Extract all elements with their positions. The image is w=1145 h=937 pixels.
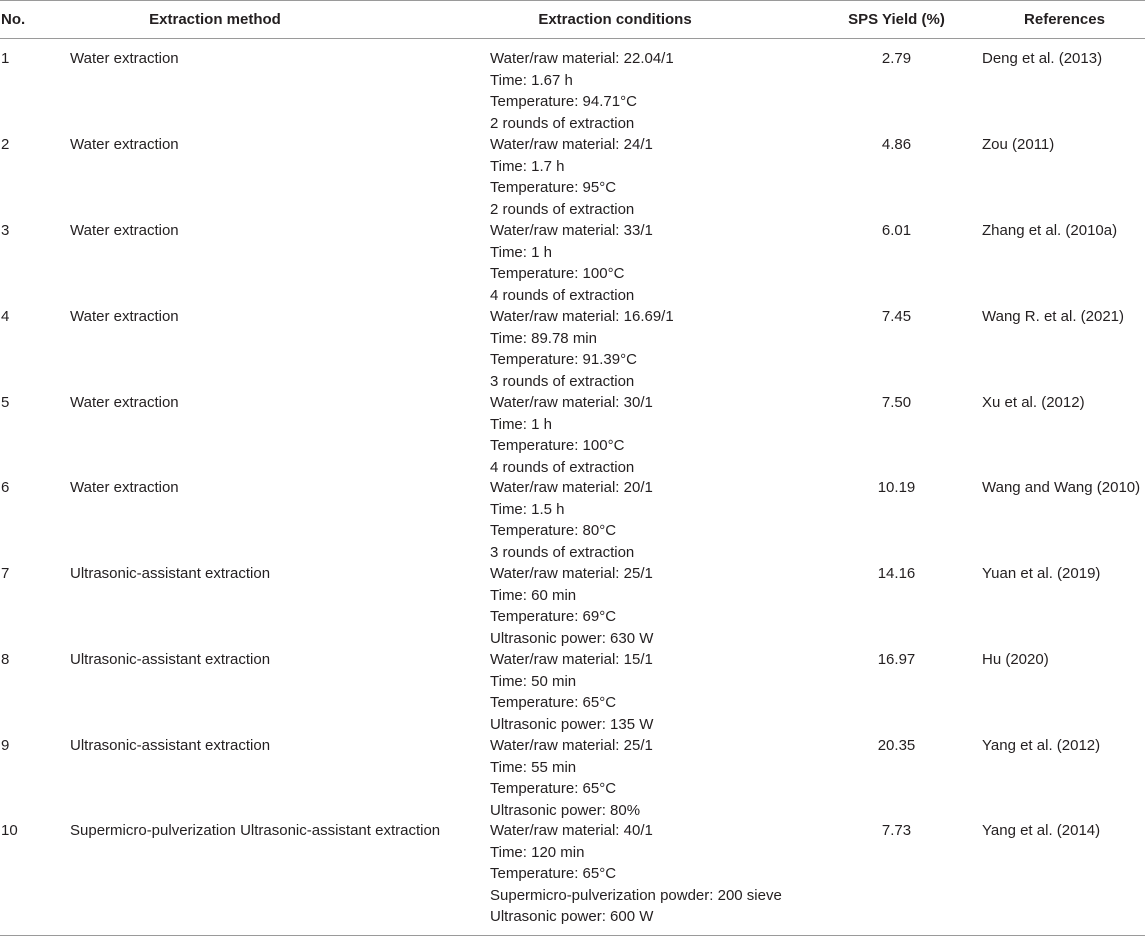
sps-yield: 7.45 [881, 308, 912, 325]
condition-line: Water/raw material: 20/1 [490, 479, 653, 496]
extraction-method: Water extraction [70, 308, 179, 325]
extraction-method: Water extraction [70, 479, 179, 496]
sps-yield: 20.35 [877, 737, 916, 754]
condition-line: Temperature: 80°C [490, 522, 617, 539]
reference: Hu (2020) [982, 651, 1049, 668]
condition-line: Supermicro-pulverization powder: 200 sieve [490, 886, 782, 904]
table-bottom-rule [0, 935, 1145, 936]
condition-line: 4 rounds of extraction [490, 286, 635, 304]
row-number: 7 [1, 565, 10, 582]
condition-line: 2 rounds of extraction [490, 114, 635, 132]
reference: Yuan et al. (2019) [982, 565, 1101, 582]
extraction-conditions [490, 820, 782, 928]
condition-line: Ultrasonic power: 80% [490, 801, 641, 819]
condition-line: 4 rounds of extraction [490, 458, 635, 476]
extraction-method: Ultrasonic-assistant extraction [70, 565, 271, 582]
extraction-conditions [490, 48, 674, 134]
condition-line: Time: 89.78 min [490, 329, 597, 347]
extraction-conditions [490, 134, 653, 220]
row-number: 3 [1, 222, 10, 239]
reference: Wang and Wang (2010) [982, 479, 1141, 496]
condition-line: Time: 60 min [490, 586, 577, 604]
condition-line: Time: 1 h [490, 415, 552, 433]
condition-line: Temperature: 94.71°C [490, 93, 637, 110]
condition-line: Ultrasonic power: 135 W [490, 715, 654, 733]
condition-line: Temperature: 100°C [490, 265, 625, 282]
extraction-method: Water extraction [70, 50, 179, 67]
extraction-conditions [490, 649, 653, 735]
row-number: 5 [1, 394, 10, 411]
extraction-conditions [490, 220, 653, 306]
reference: Yang et al. (2012) [982, 737, 1101, 754]
row-number: 10 [1, 822, 18, 839]
condition-line: Ultrasonic power: 630 W [490, 629, 654, 647]
header-references: References [1024, 11, 1105, 28]
extraction-method: Supermicro-pulverization Ultrasonic-assistant extraction [70, 822, 441, 839]
condition-line: 3 rounds of extraction [490, 543, 635, 561]
extraction-conditions [490, 563, 653, 649]
reference: Wang R. et al. (2021) [982, 308, 1125, 325]
condition-line: Time: 120 min [490, 843, 585, 861]
condition-line: Water/raw material: 15/1 [490, 651, 653, 668]
condition-line: Water/raw material: 40/1 [490, 822, 653, 839]
condition-line: 2 rounds of extraction [490, 200, 635, 218]
sps-yield: 7.50 [881, 394, 912, 411]
sps-yield: 2.79 [881, 50, 912, 67]
row-number: 6 [1, 479, 10, 496]
condition-line: Water/raw material: 24/1 [490, 136, 653, 153]
sps-yield: 7.73 [881, 822, 912, 839]
extraction-method: Water extraction [70, 394, 179, 411]
table-header-rule [0, 38, 1145, 39]
extraction-method: Ultrasonic-assistant extraction [70, 737, 271, 754]
reference: Zou (2011) [982, 136, 1055, 153]
extraction-method: Water extraction [70, 222, 179, 239]
sps-yield: 4.86 [881, 136, 912, 153]
extraction-conditions [490, 392, 653, 478]
condition-line: Water/raw material: 25/1 [490, 565, 653, 582]
reference: Xu et al. (2012) [982, 394, 1085, 411]
row-number: 1 [1, 50, 10, 67]
extraction-method: Ultrasonic-assistant extraction [70, 651, 271, 668]
sps-yield: 6.01 [881, 222, 912, 239]
condition-line: Ultrasonic power: 600 W [490, 908, 654, 925]
header-sps-yield: SPS Yield (%) [848, 11, 945, 28]
condition-line: Time: 50 min [490, 672, 577, 690]
row-number: 9 [1, 737, 10, 754]
condition-line: Temperature: 65°C [490, 694, 617, 711]
condition-line: Water/raw material: 22.04/1 [490, 50, 674, 67]
sps-yield: 16.97 [877, 651, 916, 668]
condition-line: Water/raw material: 25/1 [490, 737, 653, 754]
extraction-conditions [490, 477, 653, 563]
row-number: 2 [1, 136, 10, 153]
row-number: 8 [1, 651, 10, 668]
header-extraction-method: Extraction method [149, 11, 281, 28]
condition-line: Temperature: 65°C [490, 865, 617, 882]
condition-line: Temperature: 100°C [490, 437, 625, 454]
condition-line: Temperature: 65°C [490, 780, 617, 797]
extraction-conditions [490, 735, 653, 821]
condition-line: Time: 1.67 h [490, 71, 573, 89]
condition-line: Time: 1.5 h [490, 500, 565, 518]
sps-yield: 14.16 [877, 565, 916, 582]
header-no: No. [1, 11, 26, 28]
condition-line: 3 rounds of extraction [490, 372, 635, 390]
condition-line: Temperature: 95°C [490, 179, 617, 196]
sps-yield: 10.19 [877, 479, 916, 496]
extraction-conditions [490, 306, 674, 392]
condition-line: Water/raw material: 16.69/1 [490, 308, 674, 325]
condition-line: Time: 1.7 h [490, 157, 565, 175]
row-number: 4 [1, 308, 10, 325]
condition-line: Temperature: 91.39°C [490, 351, 637, 368]
extraction-method: Water extraction [70, 136, 179, 153]
reference: Yang et al. (2014) [982, 822, 1101, 839]
header-extraction-conditions: Extraction conditions [538, 11, 692, 28]
reference: Deng et al. (2013) [982, 50, 1103, 67]
condition-line: Time: 1 h [490, 243, 552, 261]
condition-line: Water/raw material: 33/1 [490, 222, 653, 239]
condition-line: Time: 55 min [490, 758, 577, 776]
condition-line: Water/raw material: 30/1 [490, 394, 653, 411]
condition-line: Temperature: 69°C [490, 608, 617, 625]
reference: Zhang et al. (2010a) [982, 222, 1118, 239]
